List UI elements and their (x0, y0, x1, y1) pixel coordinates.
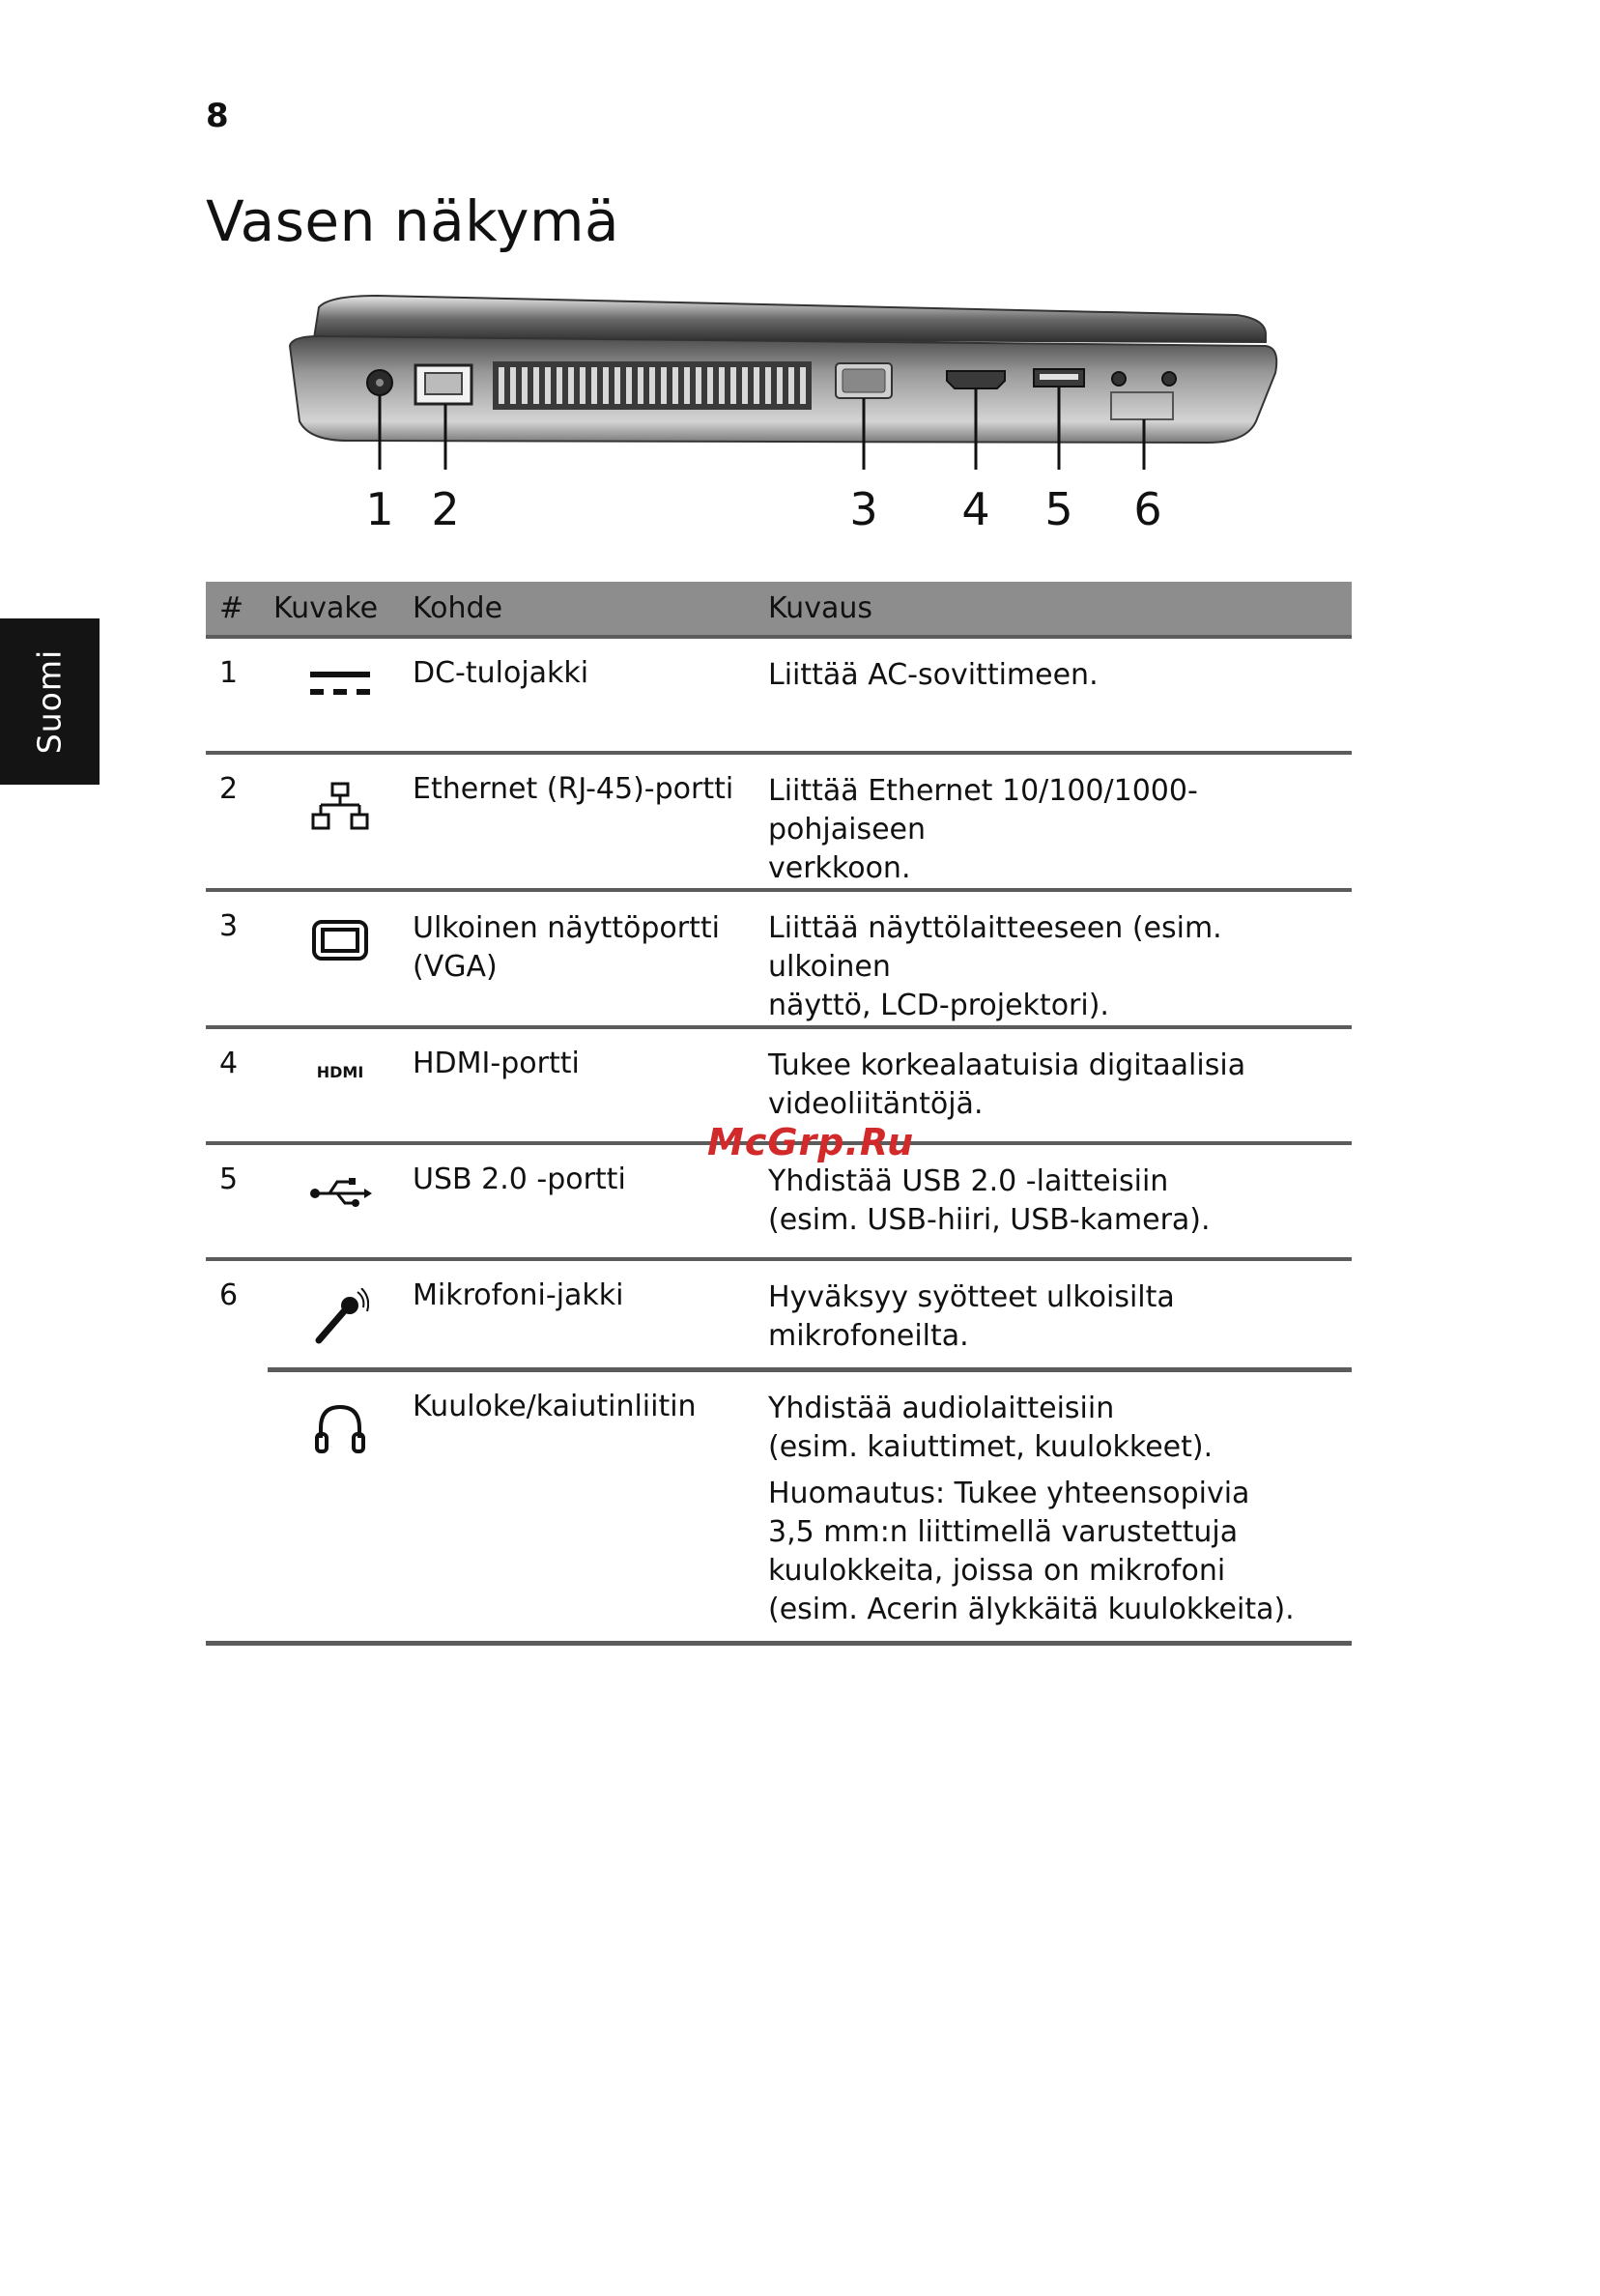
row-description: Yhdistää USB 2.0 -laitteisiin (esim. USB-hiiri, USB-kamera). (762, 1143, 1352, 1259)
row-number: 1 (206, 637, 268, 753)
row-item: HDMI-portti (407, 1027, 762, 1143)
row-icon-cell (268, 1259, 407, 1370)
hdmi-port-shape (947, 371, 1005, 388)
row-number: 5 (206, 1143, 268, 1259)
dc-power-icon (308, 666, 372, 704)
vent-slot (603, 367, 609, 404)
row-number: 4 (206, 1027, 268, 1143)
row-item: Kuuloke/kaiutinliitin (407, 1370, 762, 1644)
row-description: Liittää Ethernet 10/100/1000-pohjaiseen verkkoon. (762, 753, 1352, 890)
language-tab-label: Suomi (30, 648, 69, 755)
vent-slot (672, 367, 678, 404)
row-icon-cell (268, 1143, 407, 1259)
row-item: DC-tulojakki (407, 637, 762, 753)
ethernet-icon (311, 782, 369, 832)
row-description: Liittää näyttölaitteeseen (esim. ulkoinen näyttö, LCD-projektori). (762, 890, 1352, 1027)
row-icon-cell (268, 890, 407, 1027)
header-item: Kohde (407, 582, 762, 637)
vent-slot (661, 367, 667, 404)
row-description: Tukee korkealaatuisia digitaalisia videoliitäntöjä. (762, 1027, 1352, 1143)
vent-slot (499, 367, 504, 404)
vent-slot (557, 367, 562, 404)
row-number: 6 (206, 1259, 268, 1644)
row-description: Hyväksyy syötteet ulkoisilta mikrofoneilta. (768, 1280, 1175, 1353)
vent-slot (707, 367, 713, 404)
headphones-icon (311, 1399, 369, 1457)
vent-slot (719, 367, 725, 404)
row-icon-cell (268, 753, 407, 890)
row-description: Liittää AC-sovittimeen. (762, 637, 1352, 753)
hdmi-icon-label: HDMI (316, 1063, 364, 1081)
callout-6: 6 (1133, 483, 1162, 535)
row-icon-cell (268, 1370, 407, 1644)
row-item: Mikrofoni-jakki (413, 1278, 624, 1312)
ports-table (206, 582, 1352, 1646)
vent-slot (522, 367, 528, 404)
row-item: Ulkoinen näyttöportti (VGA) (407, 890, 762, 1027)
table-row (206, 1259, 1352, 1370)
row-note: Huomautus: Tukee yhteensopivia 3,5 mm:n liittimellä varustettuja kuulokkeita, joissa on mikrofoni (esim. Acerin älykkäitä kuulokkeita). (768, 1477, 1295, 1626)
vent-slot (614, 367, 620, 404)
headphone-jack-shape (1162, 372, 1176, 386)
row-description: Yhdistää audiolaitteisiin (esim. kaiuttimet, kuulokkeet). Huomautus: Tukee yhteensopivia 3,5 mm:n liittimellä varustettuja kuulokkeita, joissa on mikrofoni (esim. Acerin älykkäitä kuulokkeita). (762, 1370, 1352, 1644)
table-row (206, 753, 1352, 890)
vent-slot (777, 367, 783, 404)
callout-1: 1 (365, 483, 394, 535)
vent-slot (754, 367, 759, 404)
vent-slot (638, 367, 643, 404)
page-title: Vasen näkymä (206, 188, 620, 254)
row-number: 2 (206, 753, 268, 890)
header-icon: Kuvake (268, 582, 407, 637)
microphone-jack-shape (1112, 372, 1126, 386)
usb-icon (308, 1172, 372, 1211)
vent-slot (742, 367, 748, 404)
microphone-icon (311, 1288, 369, 1346)
table-row (206, 890, 1352, 1027)
watermark: McGrp.Ru (707, 1121, 915, 1163)
vga-icon (311, 919, 369, 961)
row-number: 3 (206, 890, 268, 1027)
vent-slot (533, 367, 539, 404)
header-number: # (206, 582, 268, 637)
table-row (206, 1370, 1352, 1644)
vent-slot (765, 367, 771, 404)
callout-4: 4 (961, 483, 990, 535)
callout-5: 5 (1044, 483, 1073, 535)
header-description: Kuvaus (762, 582, 1352, 637)
row-icon-cell (268, 637, 407, 753)
vent-slot (788, 367, 794, 404)
vent-slot (510, 367, 516, 404)
language-tab (0, 618, 100, 785)
table-row (206, 637, 1352, 753)
vent-slot (649, 367, 655, 404)
row-item: USB 2.0 -portti (407, 1143, 762, 1259)
callout-3: 3 (849, 483, 878, 535)
row-icon-cell (268, 1027, 407, 1143)
vent-slot (568, 367, 574, 404)
hdmi-icon (306, 1056, 374, 1085)
laptop-lid (314, 296, 1266, 342)
callout-2: 2 (431, 483, 460, 535)
vent-slot (545, 367, 551, 404)
vent-slot (591, 367, 597, 404)
vent-slot (580, 367, 586, 404)
vent-slot (696, 367, 701, 404)
vent-slot (626, 367, 632, 404)
table-header-row (206, 582, 1352, 637)
page-number: 8 (206, 97, 229, 135)
vent-slot (800, 367, 806, 404)
row-item: Ethernet (RJ-45)-portti (407, 753, 762, 890)
vent-slot (730, 367, 736, 404)
vent-slot (684, 367, 690, 404)
